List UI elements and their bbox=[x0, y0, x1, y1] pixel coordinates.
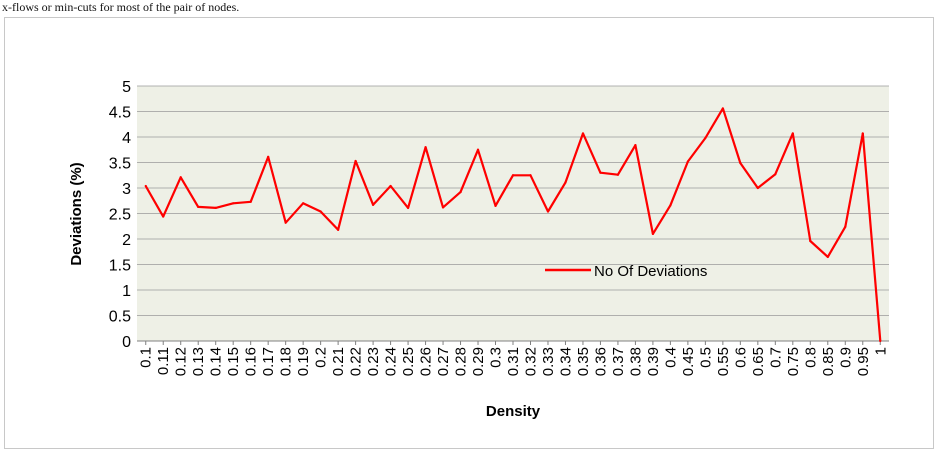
x-tick-label: 0.19 bbox=[295, 347, 313, 377]
data-point bbox=[739, 162, 741, 164]
x-tick-label: 0.8 bbox=[802, 347, 820, 368]
data-point bbox=[389, 185, 391, 187]
y-tick-label: 4 bbox=[122, 130, 131, 147]
x-tick-label: 0.36 bbox=[592, 347, 610, 377]
x-tick-label: 0.21 bbox=[330, 347, 348, 377]
data-point bbox=[722, 107, 724, 109]
data-point bbox=[477, 149, 479, 151]
x-tick-label: 0.15 bbox=[225, 347, 243, 377]
data-point bbox=[529, 174, 531, 176]
x-tick-label: 0.24 bbox=[382, 347, 400, 377]
data-point bbox=[355, 160, 357, 162]
x-tick-label: 0.37 bbox=[609, 347, 627, 377]
y-tick-label: 3.5 bbox=[108, 155, 131, 173]
data-point bbox=[267, 156, 269, 158]
x-tick-label: 0.16 bbox=[242, 347, 260, 377]
x-tick-label: 0.14 bbox=[207, 347, 225, 377]
data-point bbox=[407, 207, 409, 209]
x-tick-label: 0.95 bbox=[854, 347, 872, 377]
x-tick-label: 0.4 bbox=[662, 347, 680, 368]
data-point bbox=[424, 146, 426, 148]
x-axis-label: Density bbox=[485, 403, 541, 420]
y-tick-label: 4.5 bbox=[108, 104, 131, 122]
data-point bbox=[180, 176, 182, 178]
data-point bbox=[250, 201, 252, 203]
data-point bbox=[617, 174, 619, 176]
x-tick-label: 0.17 bbox=[260, 347, 278, 377]
x-tick-label: 0.2 bbox=[312, 347, 330, 368]
chart-frame bbox=[4, 17, 934, 449]
data-point bbox=[599, 172, 601, 174]
data-point bbox=[879, 340, 881, 342]
x-tick-label: 0.31 bbox=[505, 347, 522, 377]
data-point bbox=[337, 229, 339, 231]
y-tick-label: 0.5 bbox=[108, 308, 131, 326]
legend-label: No Of Deviations bbox=[594, 263, 708, 280]
x-tick-label: 0.9 bbox=[837, 347, 855, 368]
data-point bbox=[232, 202, 234, 204]
x-tick-label: 0.6 bbox=[732, 347, 750, 368]
x-tick-label: 0.13 bbox=[190, 347, 208, 377]
data-point bbox=[687, 160, 689, 162]
x-tick-label: 0.75 bbox=[784, 347, 802, 377]
x-tick-label: 0.32 bbox=[522, 347, 540, 377]
y-tick-label: 3 bbox=[122, 181, 131, 198]
x-tick-label: 0.23 bbox=[365, 347, 383, 377]
x-tick-label: 0.25 bbox=[400, 347, 418, 377]
data-point bbox=[197, 206, 199, 208]
x-tick-label: 0.29 bbox=[470, 347, 488, 377]
data-point bbox=[320, 210, 322, 212]
y-tick-label: 1.5 bbox=[108, 257, 131, 275]
data-point bbox=[704, 137, 706, 139]
data-point bbox=[512, 174, 514, 176]
data-point bbox=[809, 240, 811, 242]
data-point bbox=[547, 210, 549, 212]
y-axis-label: Deviations (%) bbox=[68, 162, 85, 266]
data-point bbox=[302, 202, 304, 204]
data-point bbox=[459, 191, 461, 193]
data-point bbox=[215, 207, 217, 209]
data-point bbox=[145, 185, 147, 187]
data-point bbox=[372, 204, 374, 206]
y-tick-label: 2 bbox=[122, 232, 131, 249]
data-point bbox=[442, 206, 444, 208]
x-tick-label: 0.22 bbox=[347, 347, 365, 377]
x-tick-label: 0.85 bbox=[819, 347, 837, 377]
data-point bbox=[669, 204, 671, 206]
x-tick-label: 1 bbox=[872, 347, 890, 356]
data-point bbox=[757, 187, 759, 189]
x-tick-label: 0.35 bbox=[574, 347, 592, 377]
data-point bbox=[844, 226, 846, 228]
y-tick-label: 0 bbox=[122, 334, 131, 351]
data-point bbox=[285, 222, 287, 224]
x-tick-label: 0.33 bbox=[539, 347, 557, 377]
header-text: x-flows or min-cuts for most of the pair of nodes. bbox=[2, 0, 240, 14]
data-point bbox=[792, 132, 794, 134]
x-tick-label: 0.3 bbox=[487, 347, 505, 368]
data-point bbox=[162, 215, 164, 217]
x-tick-label: 0.18 bbox=[277, 347, 295, 377]
data-point bbox=[582, 132, 584, 134]
x-tick-label: 0.12 bbox=[172, 347, 190, 377]
data-point bbox=[862, 132, 864, 134]
x-tick-label: 0.34 bbox=[557, 347, 575, 377]
y-tick-labels bbox=[109, 79, 131, 351]
data-point bbox=[634, 144, 636, 146]
x-tick-label: 0.45 bbox=[679, 347, 697, 377]
x-tick-labels bbox=[138, 341, 890, 376]
x-tick-label: 0.65 bbox=[749, 347, 767, 377]
line-chart bbox=[5, 18, 935, 450]
y-tick-label: 1 bbox=[122, 283, 131, 300]
data-point bbox=[494, 205, 496, 207]
x-tick-label: 0.1 bbox=[137, 347, 155, 368]
y-tick-label: 2.5 bbox=[108, 206, 131, 224]
x-tick-label: 0.26 bbox=[417, 347, 435, 377]
data-point bbox=[827, 256, 829, 258]
x-tick-label: 0.28 bbox=[452, 347, 470, 377]
x-tick-label: 0.55 bbox=[714, 347, 732, 377]
data-point bbox=[774, 173, 776, 175]
x-tick-label: 0.5 bbox=[697, 347, 715, 368]
x-tick-label: 0.7 bbox=[767, 347, 785, 368]
x-tick-label: 0.27 bbox=[435, 347, 453, 377]
x-tick-label: 0.11 bbox=[155, 347, 173, 376]
y-tick-label: 5 bbox=[122, 79, 131, 96]
x-tick-label: 0.39 bbox=[644, 347, 662, 377]
data-point bbox=[564, 181, 566, 183]
x-tick-label: 0.38 bbox=[627, 347, 645, 377]
data-point bbox=[652, 233, 654, 235]
